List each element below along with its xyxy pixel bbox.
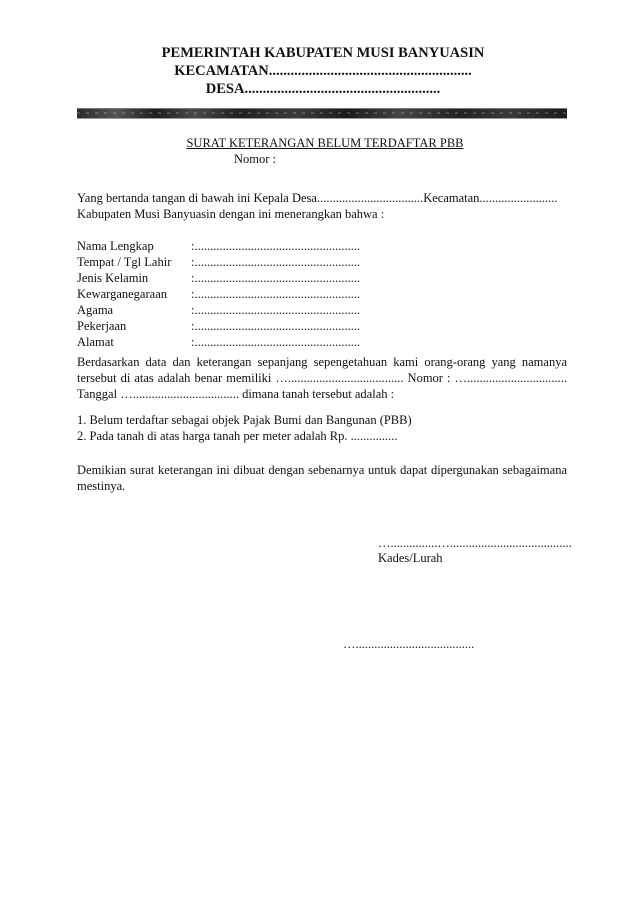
letter-number-label: Nomor :: [234, 152, 277, 166]
field-value: :.....................................................: [191, 271, 361, 285]
signature-role: Kades/Lurah: [378, 551, 443, 565]
intro-line-1: Yang bertanda tangan di bawah ini Kepala Desa..................................Kecamatan.........................: [77, 191, 558, 205]
field-label: Nama Lengkap: [77, 239, 154, 253]
field-value: :.....................................................: [191, 319, 361, 333]
header-desa: DESA......................................................: [205, 81, 441, 97]
field-label: Pekerjaan: [77, 319, 127, 333]
field-value: :.....................................................: [191, 335, 361, 349]
statement-paragraph: Berdasarkan data dan keterangan sepanjang sepengetahuan kami orang-orang yang namanya tersebut di atas adalah benar memiliki …..................................... Nomor : …................................ Tanggal ….................................. dimana tanah tersebut adalah :: [77, 355, 567, 401]
list-item-2: 2. Pada tanah di atas harga tanah per meter adalah Rp. ...............: [77, 429, 398, 443]
intro-line-2: Kabupaten Musi Banyuasin dengan ini menerangkan bahwa :: [77, 207, 385, 221]
closing-paragraph: Demikian surat keterangan ini dibuat dengan sebenarnya untuk dapat dipergunakan sebagaimana mestinya.: [77, 463, 567, 493]
list-item-1: 1. Belum terdaftar sebagai objek Pajak Bumi dan Bangunan (PBB): [77, 413, 412, 427]
field-row: [77, 318, 377, 334]
field-row: [77, 254, 377, 270]
signature-line-name: …......................................: [343, 637, 475, 651]
signature-line-kades: …...............….......................................: [378, 536, 572, 550]
field-label: Alamat: [77, 335, 114, 349]
header-divider: [77, 108, 567, 119]
field-value: :.....................................................: [191, 303, 361, 317]
header-kecamatan: KECAMATAN........................................................: [174, 63, 472, 79]
personal-data-list: [77, 238, 377, 350]
letter-title: SURAT KETERANGAN BELUM TERDAFTAR PBB: [186, 136, 464, 150]
field-label: Tempat / Tgl Lahir: [77, 255, 172, 269]
field-label: Agama: [77, 303, 114, 317]
field-row: [77, 270, 377, 286]
field-row: [77, 238, 377, 254]
field-row: [77, 334, 377, 350]
field-row: [77, 302, 377, 318]
field-value: :.....................................................: [191, 287, 361, 301]
field-value: :.....................................................: [191, 239, 361, 253]
header-government: PEMERINTAH KABUPATEN MUSI BANYUASIN: [161, 45, 485, 61]
field-label: Jenis Kelamin: [77, 271, 149, 285]
field-label: Kewarganegaraan: [77, 287, 167, 301]
field-row: [77, 286, 377, 302]
field-value: :.....................................................: [191, 255, 361, 269]
